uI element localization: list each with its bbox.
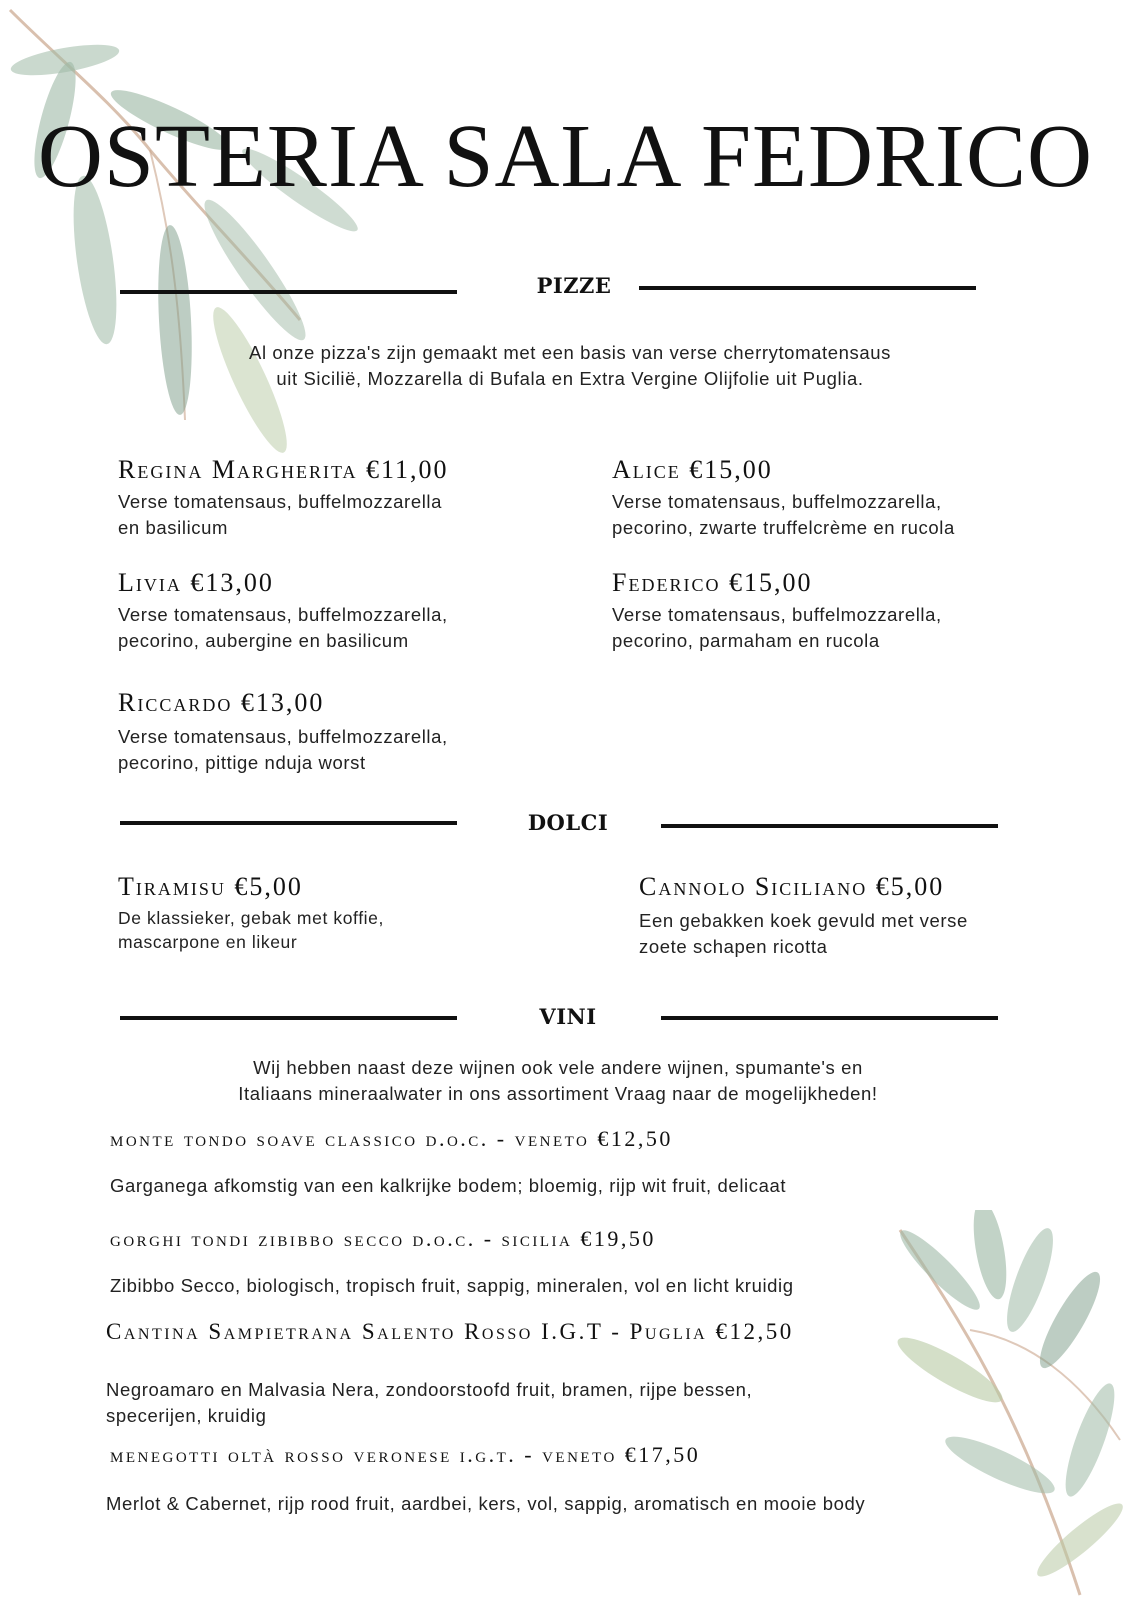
vini-intro-line: Wij hebben naast deze wijnen ook vele andere wijnen, spumante's en — [253, 1057, 863, 1078]
menu-item-name: Federico €15,00 — [612, 568, 813, 597]
menu-item — [118, 455, 578, 541]
menu-item — [118, 568, 578, 654]
wine-desc-line: Negroamaro en Malvasia Nera, zondoorstoofd fruit, bramen, rijpe bessen, — [106, 1379, 753, 1400]
section-divider-left — [120, 821, 457, 825]
pizze-intro-line: uit Siciliё, Mozzarella di Bufala en Extra Vergine Olijfolie uit Puglia. — [276, 368, 864, 389]
menu-item-desc: Verse tomatensaus, buffelmozzarella, — [118, 604, 448, 625]
wine-desc — [106, 1377, 886, 1429]
menu-item-desc: mascarpone en likeur — [118, 932, 298, 952]
menu-item — [612, 568, 1072, 654]
menu-item-name: Riccardo €13,00 — [118, 688, 325, 717]
menu-item-desc: Verse tomatensaus, buffelmozzarella, — [612, 604, 942, 625]
section-divider-right — [661, 824, 998, 828]
menu-item-name: Regina Margherita €11,00 — [118, 455, 449, 484]
pizze-intro-line: Al onze pizza's zijn gemaakt met een basis van verse cherrytomatensaus — [249, 342, 891, 363]
restaurant-title: OSTERIA SALA FEDRICO — [37, 107, 1094, 206]
wine-desc: Merlot & Cabernet, rijp rood fruit, aardbei, kers, vol, sappig, aromatisch en mooie body — [106, 1493, 866, 1514]
menu-item-desc: en basilicum — [118, 517, 229, 538]
menu-item — [612, 455, 1072, 541]
menu-item-name: Alice €15,00 — [612, 455, 773, 484]
section-heading-pizze: PIZZE — [536, 273, 612, 298]
vini-intro — [108, 1055, 1008, 1107]
olive-branch-bottom-right-icon — [880, 1210, 1131, 1600]
menu-item-desc: pecorino, zwarte truffelcrème en rucola — [612, 517, 955, 538]
wine-name: Cantina Sampietrana Salento Rosso I.G.T - Puglia €12,50 — [106, 1319, 794, 1344]
vini-intro-line: Italiaans mineraalwater in ons assortiment Vraag naar de mogelijkheden! — [238, 1083, 878, 1104]
wine-name: gorghi tondi zibibbo secco d.o.c. - sicilia €19,50 — [110, 1226, 656, 1251]
menu-item-desc: De klassieker, gebak met koffie, — [118, 908, 384, 928]
section-divider-right — [661, 1016, 998, 1020]
section-divider-left — [120, 290, 457, 294]
wine-desc: Zibibbo Secco, biologisch, tropisch fruit, sappig, mineralen, vol en licht kruidig — [110, 1275, 794, 1296]
menu-item-desc: Een gebakken koek gevuld met verse — [639, 910, 968, 931]
wine-name: monte tondo soave classico d.o.c. - veneto €12,50 — [110, 1126, 673, 1151]
wine-desc: Garganega afkomstig van een kalkrijke bodem; bloemig, rijp wit fruit, delicaat — [110, 1175, 787, 1196]
menu-item-desc: Verse tomatensaus, buffelmozzarella — [118, 491, 443, 512]
menu-item-desc: pecorino, pittige nduja worst — [118, 752, 366, 773]
pizze-intro — [120, 340, 1020, 392]
section-heading-vini: VINI — [539, 1004, 597, 1029]
section-divider-left — [120, 1016, 457, 1020]
section-heading-dolci: DOLCI — [527, 810, 609, 835]
menu-item-desc: pecorino, aubergine en basilicum — [118, 630, 409, 651]
menu-item — [118, 688, 578, 776]
wine-name: menegotti oltà rosso veronese i.g.t. - veneto €17,50 — [110, 1442, 701, 1467]
menu-item-desc: Verse tomatensaus, buffelmozzarella, — [118, 726, 448, 747]
section-divider-right — [639, 286, 976, 290]
menu-item-desc: pecorino, parmaham en rucola — [612, 630, 880, 651]
menu-item-name: Cannolo Siciliano €5,00 — [639, 872, 945, 901]
olive-branch-top-left-icon — [0, 0, 380, 470]
menu-item-desc: Verse tomatensaus, buffelmozzarella, — [612, 491, 942, 512]
menu-item-name: Tiramisu €5,00 — [118, 872, 303, 901]
menu-item-desc: zoete schapen ricotta — [639, 936, 828, 957]
menu-item — [639, 872, 1099, 960]
wine-desc-line: specerijen, kruidig — [106, 1405, 267, 1426]
menu-item-name: Livia €13,00 — [118, 568, 274, 597]
menu-item — [118, 872, 578, 954]
